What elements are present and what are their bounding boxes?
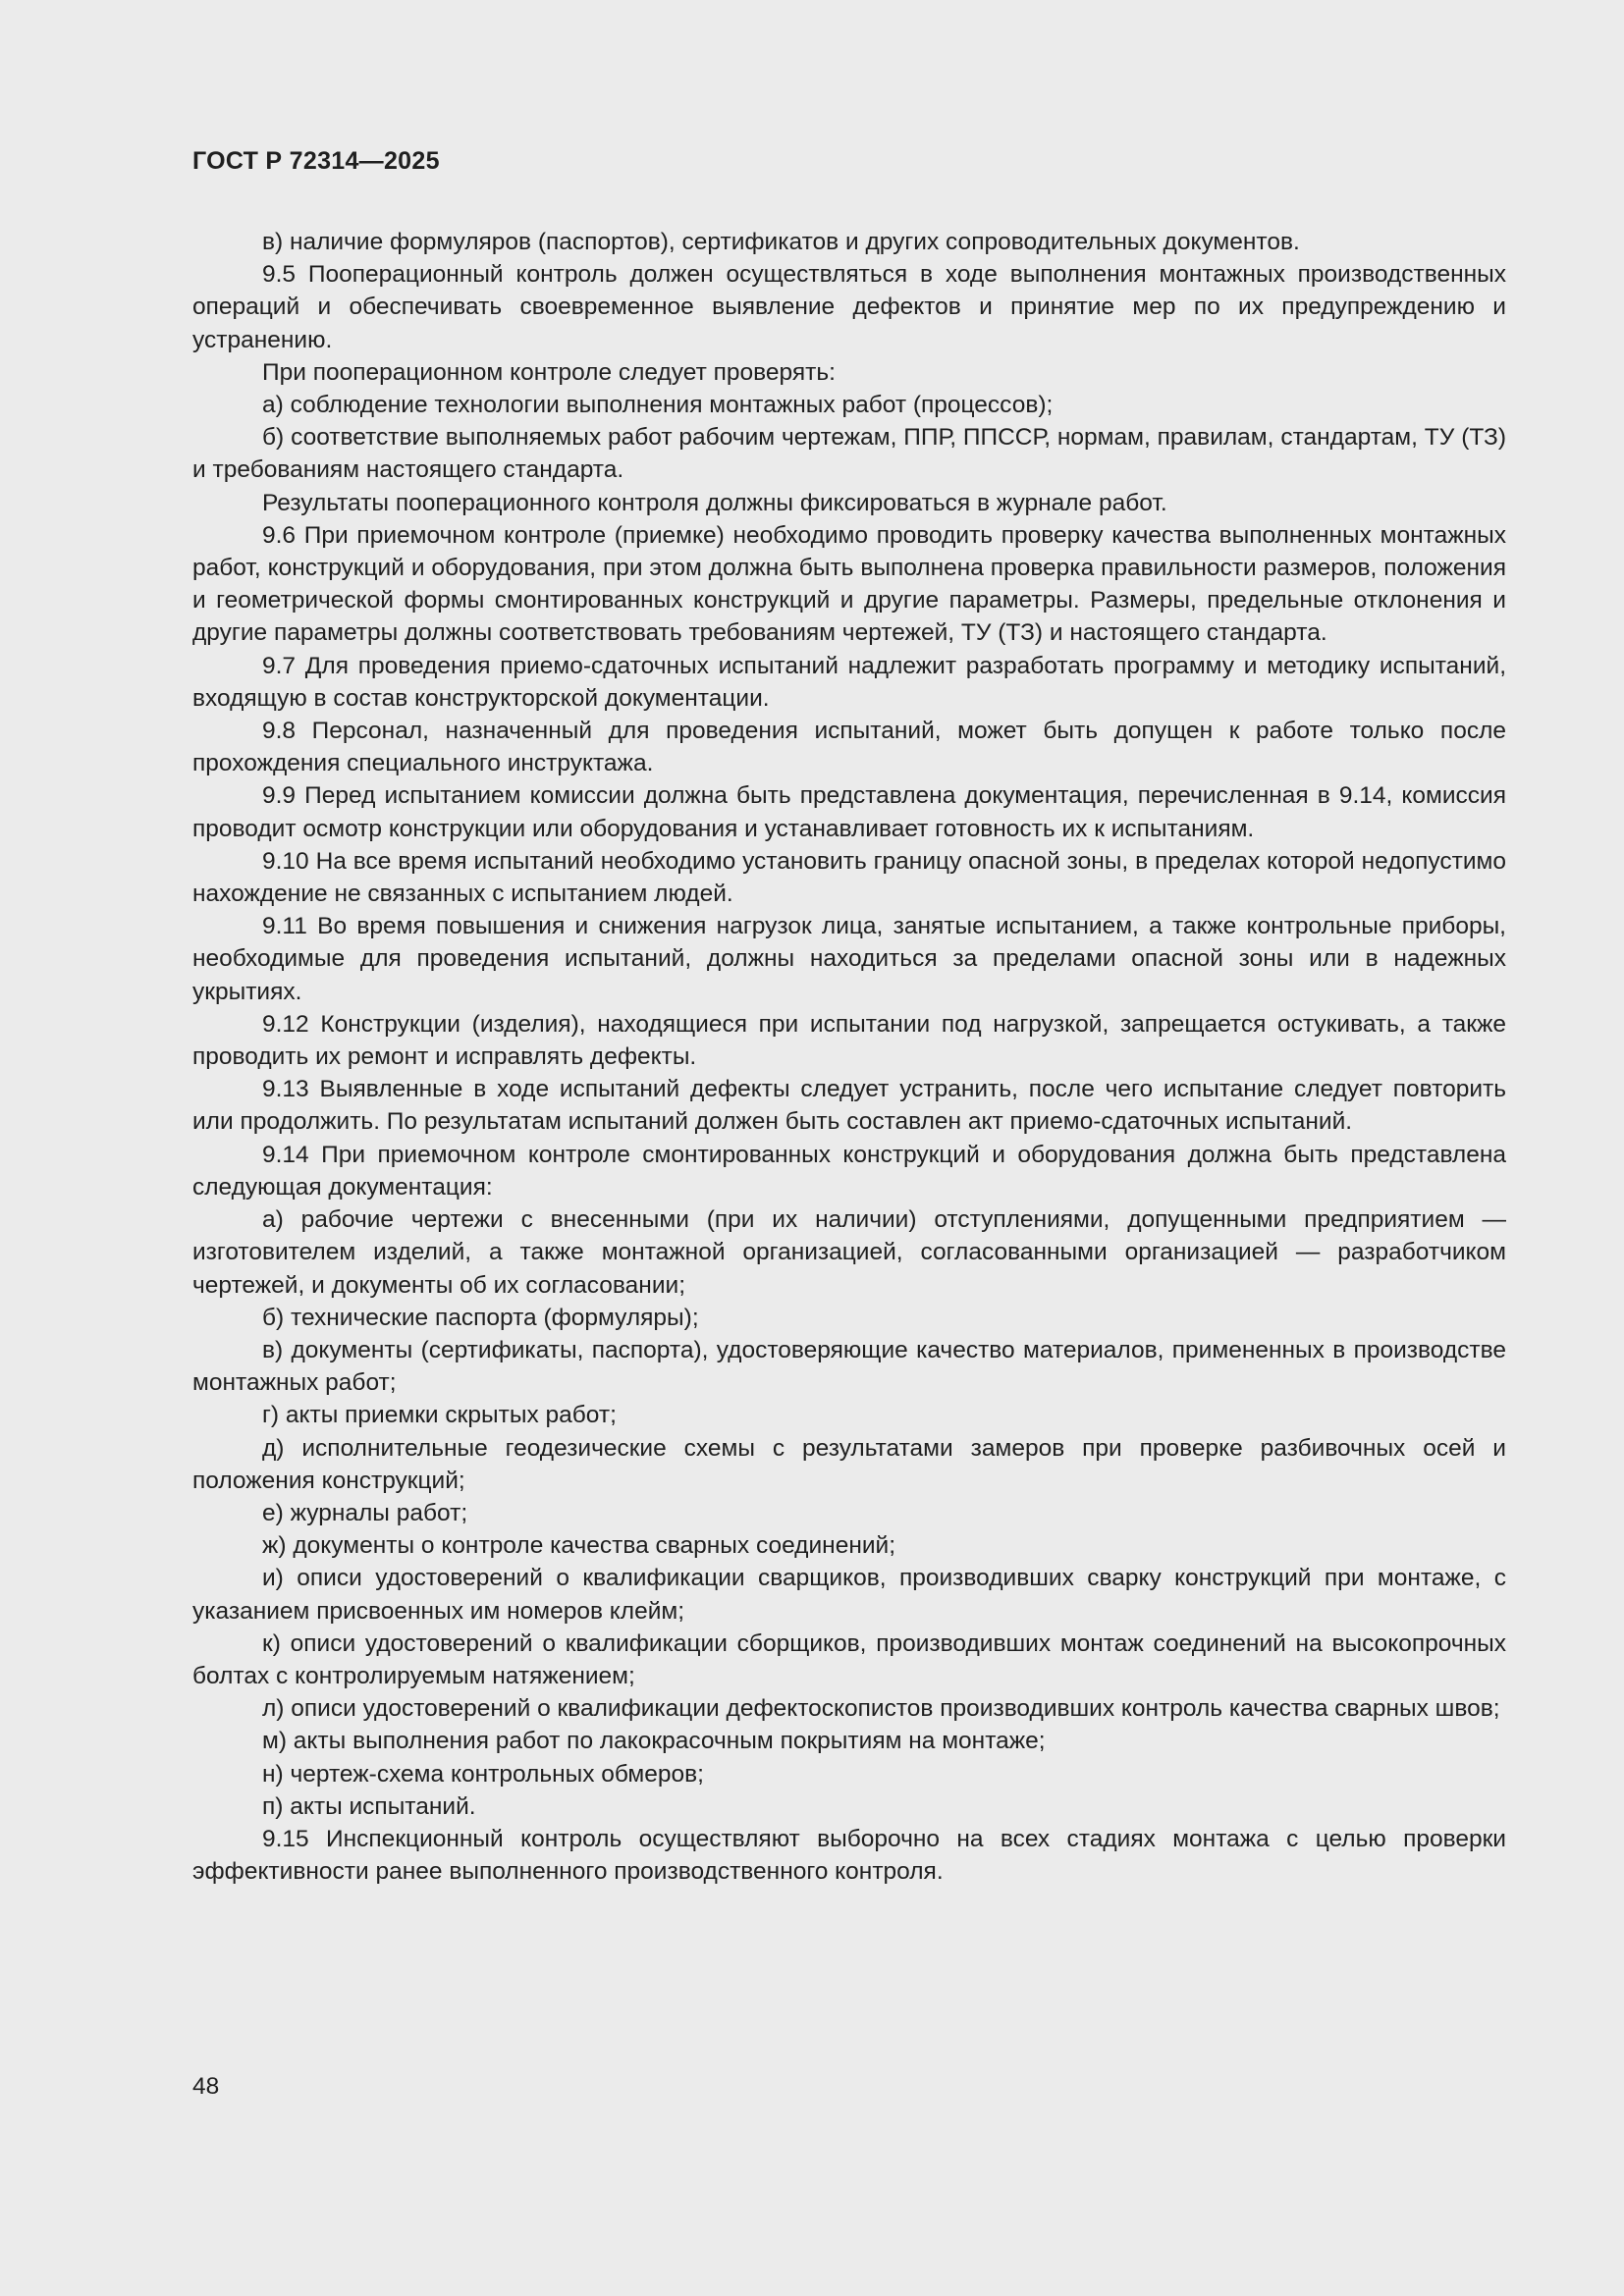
paragraph: а) рабочие чертежи с внесенными (при их наличии) отступлениями, допущенными предприятием — изготовителем изделий, а также монтажной организацией, согласованными организацией — разработчиком чертежей, и документы об их согласовании;: [192, 1206, 1506, 1299]
paragraph: 9.14 При приемочном контроле смонтированных конструкций и оборудования должна быть представлена следующая документация:: [192, 1141, 1506, 1201]
paragraph: м) акты выполнения работ по лакокрасочным покрытиям на монтаже;: [262, 1728, 1046, 1755]
paragraph: 9.12 Конструкции (изделия), находящиеся при испытании под нагрузкой, запрещается остукивать, а также проводить их ремонт и исправлять дефекты.: [192, 1010, 1506, 1071]
paragraph: 9.10 На все время испытаний необходимо установить границу опасной зоны, в пределах которой недопустимо нахождение не связанных с испытанием людей.: [192, 847, 1506, 908]
page-number: 48: [192, 2073, 220, 2100]
paragraph: п) акты испытаний.: [262, 1792, 476, 1820]
paragraph: б) соответствие выполняемых работ рабочим чертежам, ППР, ППССР, нормам, правилам, стандартам, ТУ (ТЗ) и требованиям настоящего стандарта.: [192, 424, 1506, 484]
paragraph: 9.6 При приемочном контроле (приемке) необходимо проводить проверку качества выполненных монтажных работ, конструкций и оборудования, при этом должна быть выполнена проверка правильности размеров, положения и геометрической формы смонтированных конструкций и другие параметры. Размеры, предельные отклонения и другие параметры должны соответствовать требованиям чертежей, ТУ (ТЗ) и настоящего стандарта.: [192, 521, 1506, 647]
paragraph: 9.13 Выявленные в ходе испытаний дефекты следует устранить, после чего испытание следует повторить или продолжить. По результатам испытаний должен быть составлен акт приемо-сдаточных испытаний.: [192, 1076, 1506, 1136]
paragraph: е) журналы работ;: [262, 1499, 468, 1526]
paragraph: 9.11 Во время повышения и снижения нагрузок лица, занятые испытанием, а также контрольные приборы, необходимые для проведения испытаний, должны находиться за пределами опасной зоны или в надежных укрытиях.: [192, 913, 1506, 1005]
paragraph: 9.5 Пооперационный контроль должен осуществляться в ходе выполнения монтажных производственных операций и обеспечивать своевременное выявление дефектов и принятие мер по их предупреждению и устранению.: [192, 261, 1506, 353]
paragraph: к) описи удостоверений о квалификации сборщиков, производивших монтаж соединений на высокопрочных болтах с контролируемым натяжением;: [192, 1629, 1506, 1689]
paragraph: а) соблюдение технологии выполнения монтажных работ (процессов);: [262, 392, 1054, 419]
paragraph: б) технические паспорта (формуляры);: [262, 1304, 699, 1331]
paragraph: и) описи удостоверений о квалификации сварщиков, производивших сварку конструкций при монтаже, с указанием присвоенных им номеров клейм;: [192, 1565, 1506, 1625]
document-body: [192, 226, 1506, 1888]
paragraph: Результаты пооперационного контроля должны фиксироваться в журнале работ.: [262, 489, 1167, 516]
paragraph: д) исполнительные геодезические схемы с результатами замеров при проверке разбивочных осей и положения конструкций;: [192, 1434, 1506, 1494]
paragraph: 9.8 Персонал, назначенный для проведения испытаний, может быть допущен к работе только после прохождения специального инструктажа.: [192, 718, 1506, 777]
paragraph: в) наличие формуляров (паспортов), сертификатов и других сопроводительных документов.: [262, 229, 1300, 255]
paragraph: 9.15 Инспекционный контроль осуществляют выборочно на всех стадиях монтажа с целью проверки эффективности ранее выполненного производственного контроля.: [192, 1825, 1506, 1886]
paragraph: в) документы (сертификаты, паспорта), удостоверяющие качество материалов, примененных в производстве монтажных работ;: [192, 1336, 1506, 1397]
paragraph: л) описи удостоверений о квалификации дефектоскопистов производивших контроль качества сварных швов;: [262, 1695, 1500, 1723]
paragraph: 9.7 Для проведения приемо-сдаточных испытаний надлежит разработать программу и методику испытаний, входящую в состав конструкторской документации.: [192, 652, 1506, 712]
document-header: ГОСТ Р 72314—2025: [192, 147, 440, 175]
paragraph: При пооперационном контроле следует проверять:: [262, 358, 836, 386]
paragraph: ж) документы о контроле качества сварных соединений;: [262, 1532, 896, 1560]
paragraph: н) чертеж-схема контрольных обмеров;: [262, 1760, 704, 1788]
paragraph: г) акты приемки скрытых работ;: [262, 1402, 617, 1429]
paragraph: 9.9 Перед испытанием комиссии должна быть представлена документация, перечисленная в 9.14, комиссия проводит осмотр конструкции или оборудования и устанавливает готовность их к испытаниям.: [192, 782, 1506, 842]
